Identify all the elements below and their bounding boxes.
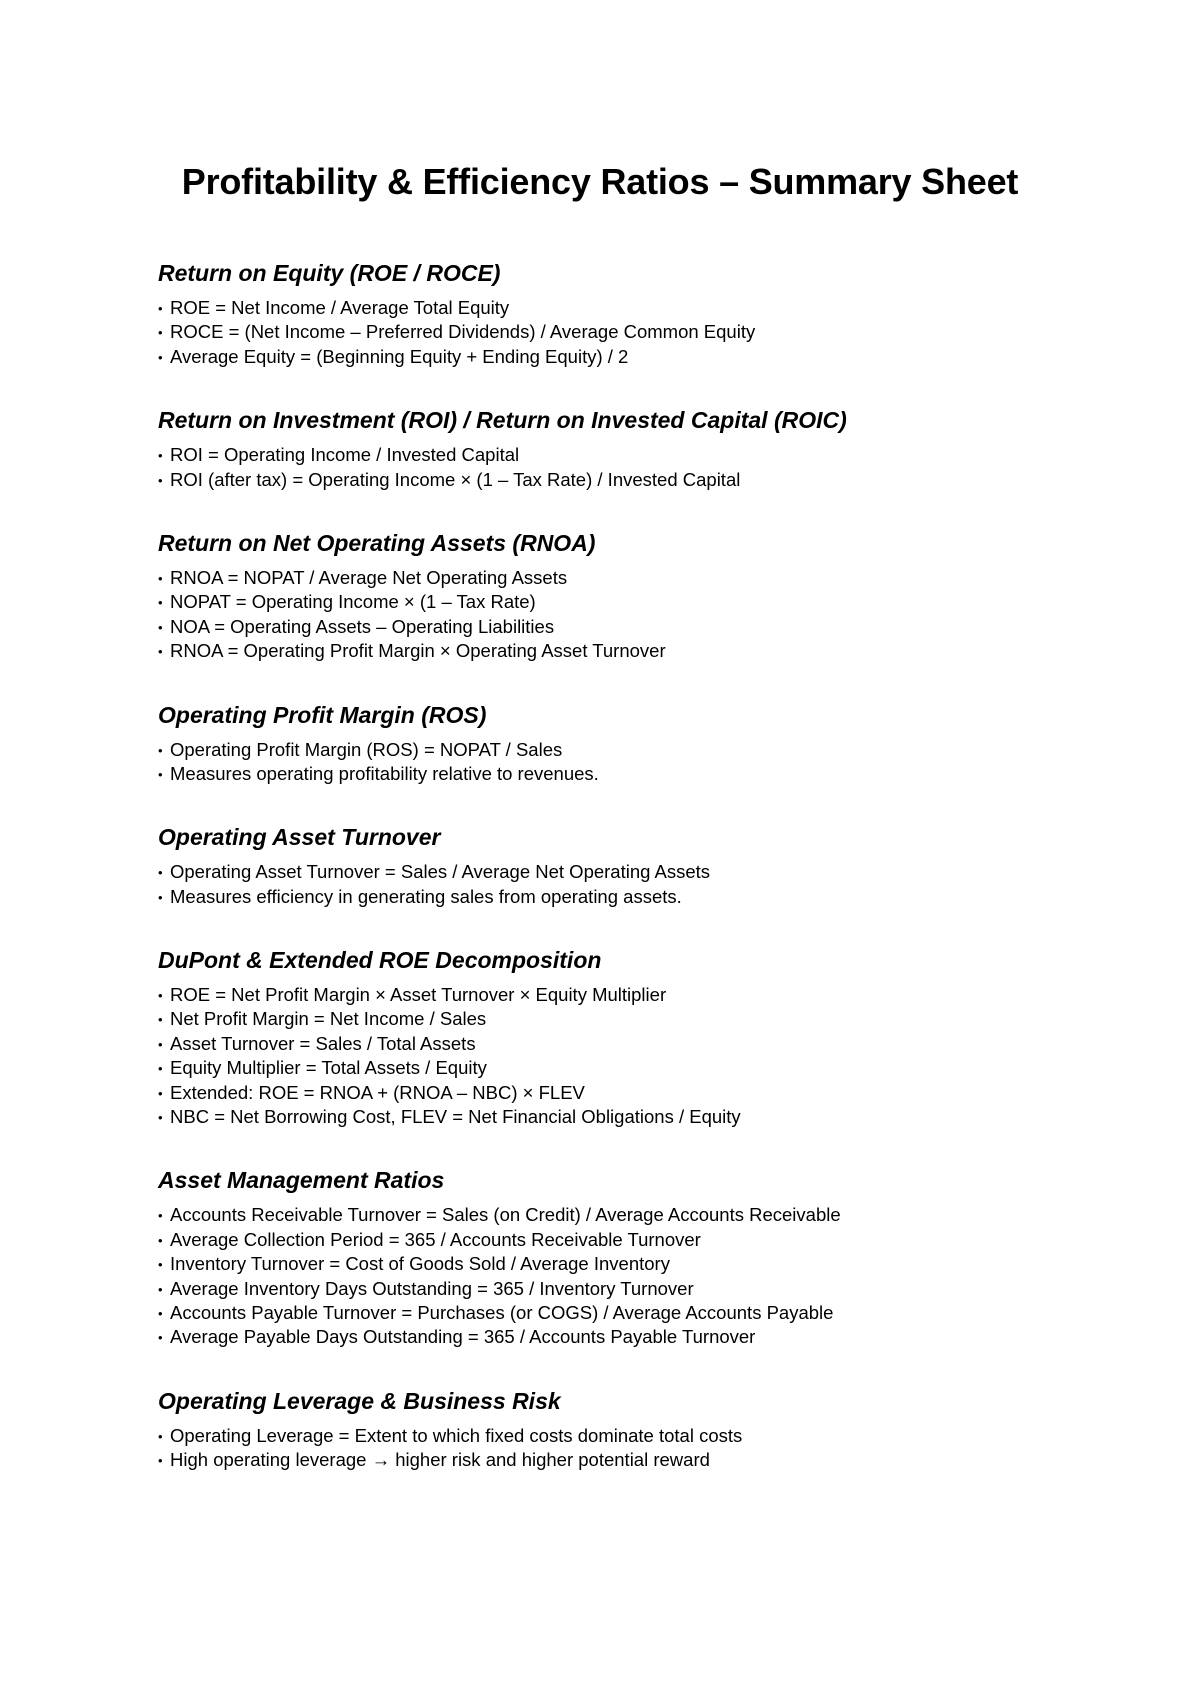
list-item	[158, 885, 1058, 909]
list-item	[158, 1252, 1058, 1276]
bullet-icon: •	[158, 742, 163, 758]
list-item-text: Operating Profit Margin (ROS) = NOPAT / Sales	[170, 738, 563, 760]
bullet-icon: •	[158, 1453, 163, 1469]
list-item-text: ROCE = (Net Income – Preferred Dividends) / Average Common Equity	[170, 321, 756, 343]
list-item	[158, 1448, 1058, 1472]
list-item	[158, 983, 1058, 1007]
list-item-text: Average Equity = (Beginning Equity + Ending Equity) / 2	[170, 345, 629, 367]
bullet-icon: •	[158, 325, 163, 341]
list-item	[158, 320, 1058, 344]
list-item	[158, 1105, 1058, 1129]
list-item-text: NOPAT = Operating Income × (1 – Tax Rate)	[170, 591, 536, 613]
bullet-icon: •	[158, 1110, 163, 1126]
list-item	[158, 468, 1058, 492]
list-item-text: NOA = Operating Assets – Operating Liabilities	[170, 615, 555, 637]
bullet-icon: •	[158, 349, 163, 365]
bullet-icon: •	[158, 1281, 163, 1297]
list-item-text: NBC = Net Borrowing Cost, FLEV = Net Financial Obligations / Equity	[170, 1106, 741, 1128]
page-title: Profitability & Efficiency Ratios – Summary Sheet	[181, 161, 1019, 202]
list-item	[158, 443, 1058, 467]
list-item-text: Measures efficiency in generating sales from operating assets.	[170, 885, 682, 907]
list-item-text: Average Collection Period = 365 / Accounts Receivable Turnover	[170, 1228, 701, 1250]
list-item	[158, 639, 1058, 663]
list-item	[158, 296, 1058, 320]
list-item-text: Measures operating profitability relative to revenues.	[170, 762, 599, 784]
list-item	[158, 738, 1058, 762]
list-item	[158, 1277, 1058, 1301]
bullet-icon: •	[158, 570, 163, 586]
section-asset-turnover	[158, 822, 1058, 909]
list-item-text: Accounts Payable Turnover = Purchases (or COGS) / Average Accounts Payable	[170, 1301, 834, 1323]
bullet-icon: •	[158, 1232, 163, 1248]
bullet-list	[158, 566, 1058, 664]
bullet-icon: •	[158, 1257, 163, 1273]
list-item	[158, 1056, 1058, 1080]
bullet-icon: •	[158, 1330, 163, 1346]
bullet-icon: •	[158, 619, 163, 635]
list-item-text: Net Profit Margin = Net Income / Sales	[170, 1008, 487, 1030]
section-heading: Asset Management Ratios	[158, 1167, 445, 1194]
list-item-text: RNOA = NOPAT / Average Net Operating Assets	[170, 566, 568, 588]
list-item	[158, 1203, 1058, 1227]
bullet-list	[158, 443, 1058, 492]
bullet-icon: •	[158, 595, 163, 611]
section-operating-leverage	[158, 1386, 1058, 1473]
list-item-text: Asset Turnover = Sales / Total Assets	[170, 1032, 476, 1054]
list-item-text: Equity Multiplier = Total Assets / Equity	[170, 1057, 487, 1079]
section-heading: Return on Net Operating Assets (RNOA)	[158, 529, 596, 556]
list-item-text: Operating Asset Turnover = Sales / Average Net Operating Assets	[170, 861, 711, 883]
bullet-icon: •	[158, 865, 163, 881]
list-item	[158, 860, 1058, 884]
bullet-icon: •	[158, 1208, 163, 1224]
list-item-text: Average Inventory Days Outstanding = 365 / Inventory Turnover	[170, 1277, 694, 1299]
list-item	[158, 762, 1058, 786]
bullet-list	[158, 860, 1058, 909]
bullet-icon: •	[158, 472, 163, 488]
section-heading: Operating Leverage & Business Risk	[158, 1387, 561, 1414]
bullet-list	[158, 1424, 1058, 1473]
list-item	[158, 566, 1058, 590]
section-heading: Return on Equity (ROE / ROCE)	[158, 260, 501, 286]
bullet-list	[158, 738, 1058, 787]
section-dupont	[158, 945, 1058, 1129]
list-item-text: RNOA = Operating Profit Margin × Operating Asset Turnover	[170, 640, 666, 662]
section-roe	[158, 258, 1058, 369]
list-item	[158, 1228, 1058, 1252]
section-roi	[158, 405, 1058, 492]
sections-container	[158, 258, 1058, 1509]
list-item-text: Operating Leverage = Extent to which fixed costs dominate total costs	[170, 1424, 743, 1446]
bullet-icon: •	[158, 766, 163, 782]
list-item-text: High operating leverage → higher risk and higher potential reward	[170, 1449, 710, 1471]
bullet-list	[158, 1203, 1058, 1349]
section-heading: DuPont & Extended ROE Decomposition	[158, 947, 602, 974]
bullet-icon: •	[158, 988, 163, 1004]
list-item-text: ROE = Net Income / Average Total Equity	[170, 297, 510, 318]
list-item	[158, 615, 1058, 639]
list-item-text: ROI (after tax) = Operating Income × (1 – Tax Rate) / Invested Capital	[170, 468, 741, 490]
section-heading: Operating Asset Turnover	[158, 824, 441, 851]
list-item-text: Inventory Turnover = Cost of Goods Sold / Average Inventory	[170, 1253, 670, 1275]
list-item	[158, 1301, 1058, 1325]
bullet-icon: •	[158, 1305, 163, 1321]
list-item	[158, 1424, 1058, 1448]
section-heading: Return on Investment (ROI) / Return on Invested Capital (ROIC)	[158, 407, 847, 434]
bullet-list	[158, 296, 1058, 369]
bullet-icon: •	[158, 301, 163, 316]
list-item	[158, 345, 1058, 369]
list-item	[158, 1007, 1058, 1031]
list-item	[158, 1081, 1058, 1105]
bullet-icon: •	[158, 889, 163, 905]
list-item	[158, 1325, 1058, 1349]
section-asset-management	[158, 1165, 1058, 1349]
bullet-icon: •	[158, 1036, 163, 1052]
list-item-text: Average Payable Days Outstanding = 365 / Accounts Payable Turnover	[170, 1326, 756, 1348]
bullet-icon: •	[158, 1012, 163, 1028]
bullet-icon: •	[158, 1428, 163, 1444]
section-ros	[158, 700, 1058, 787]
list-item	[158, 1032, 1058, 1056]
list-item	[158, 590, 1058, 614]
bullet-list	[158, 983, 1058, 1129]
bullet-icon: •	[158, 448, 163, 464]
list-item-text: Extended: ROE = RNOA + (RNOA – NBC) × FLEV	[170, 1081, 585, 1103]
bullet-icon: •	[158, 1085, 163, 1101]
bullet-icon: •	[158, 644, 163, 660]
section-heading: Operating Profit Margin (ROS)	[158, 701, 487, 728]
list-item-text: Accounts Receivable Turnover = Sales (on Credit) / Average Accounts Receivable	[170, 1204, 841, 1226]
section-rnoa	[158, 528, 1058, 664]
list-item-text: ROE = Net Profit Margin × Asset Turnover × Equity Multiplier	[170, 984, 667, 1006]
bullet-icon: •	[158, 1061, 163, 1077]
list-item-text: ROI = Operating Income / Invested Capital	[170, 444, 520, 466]
